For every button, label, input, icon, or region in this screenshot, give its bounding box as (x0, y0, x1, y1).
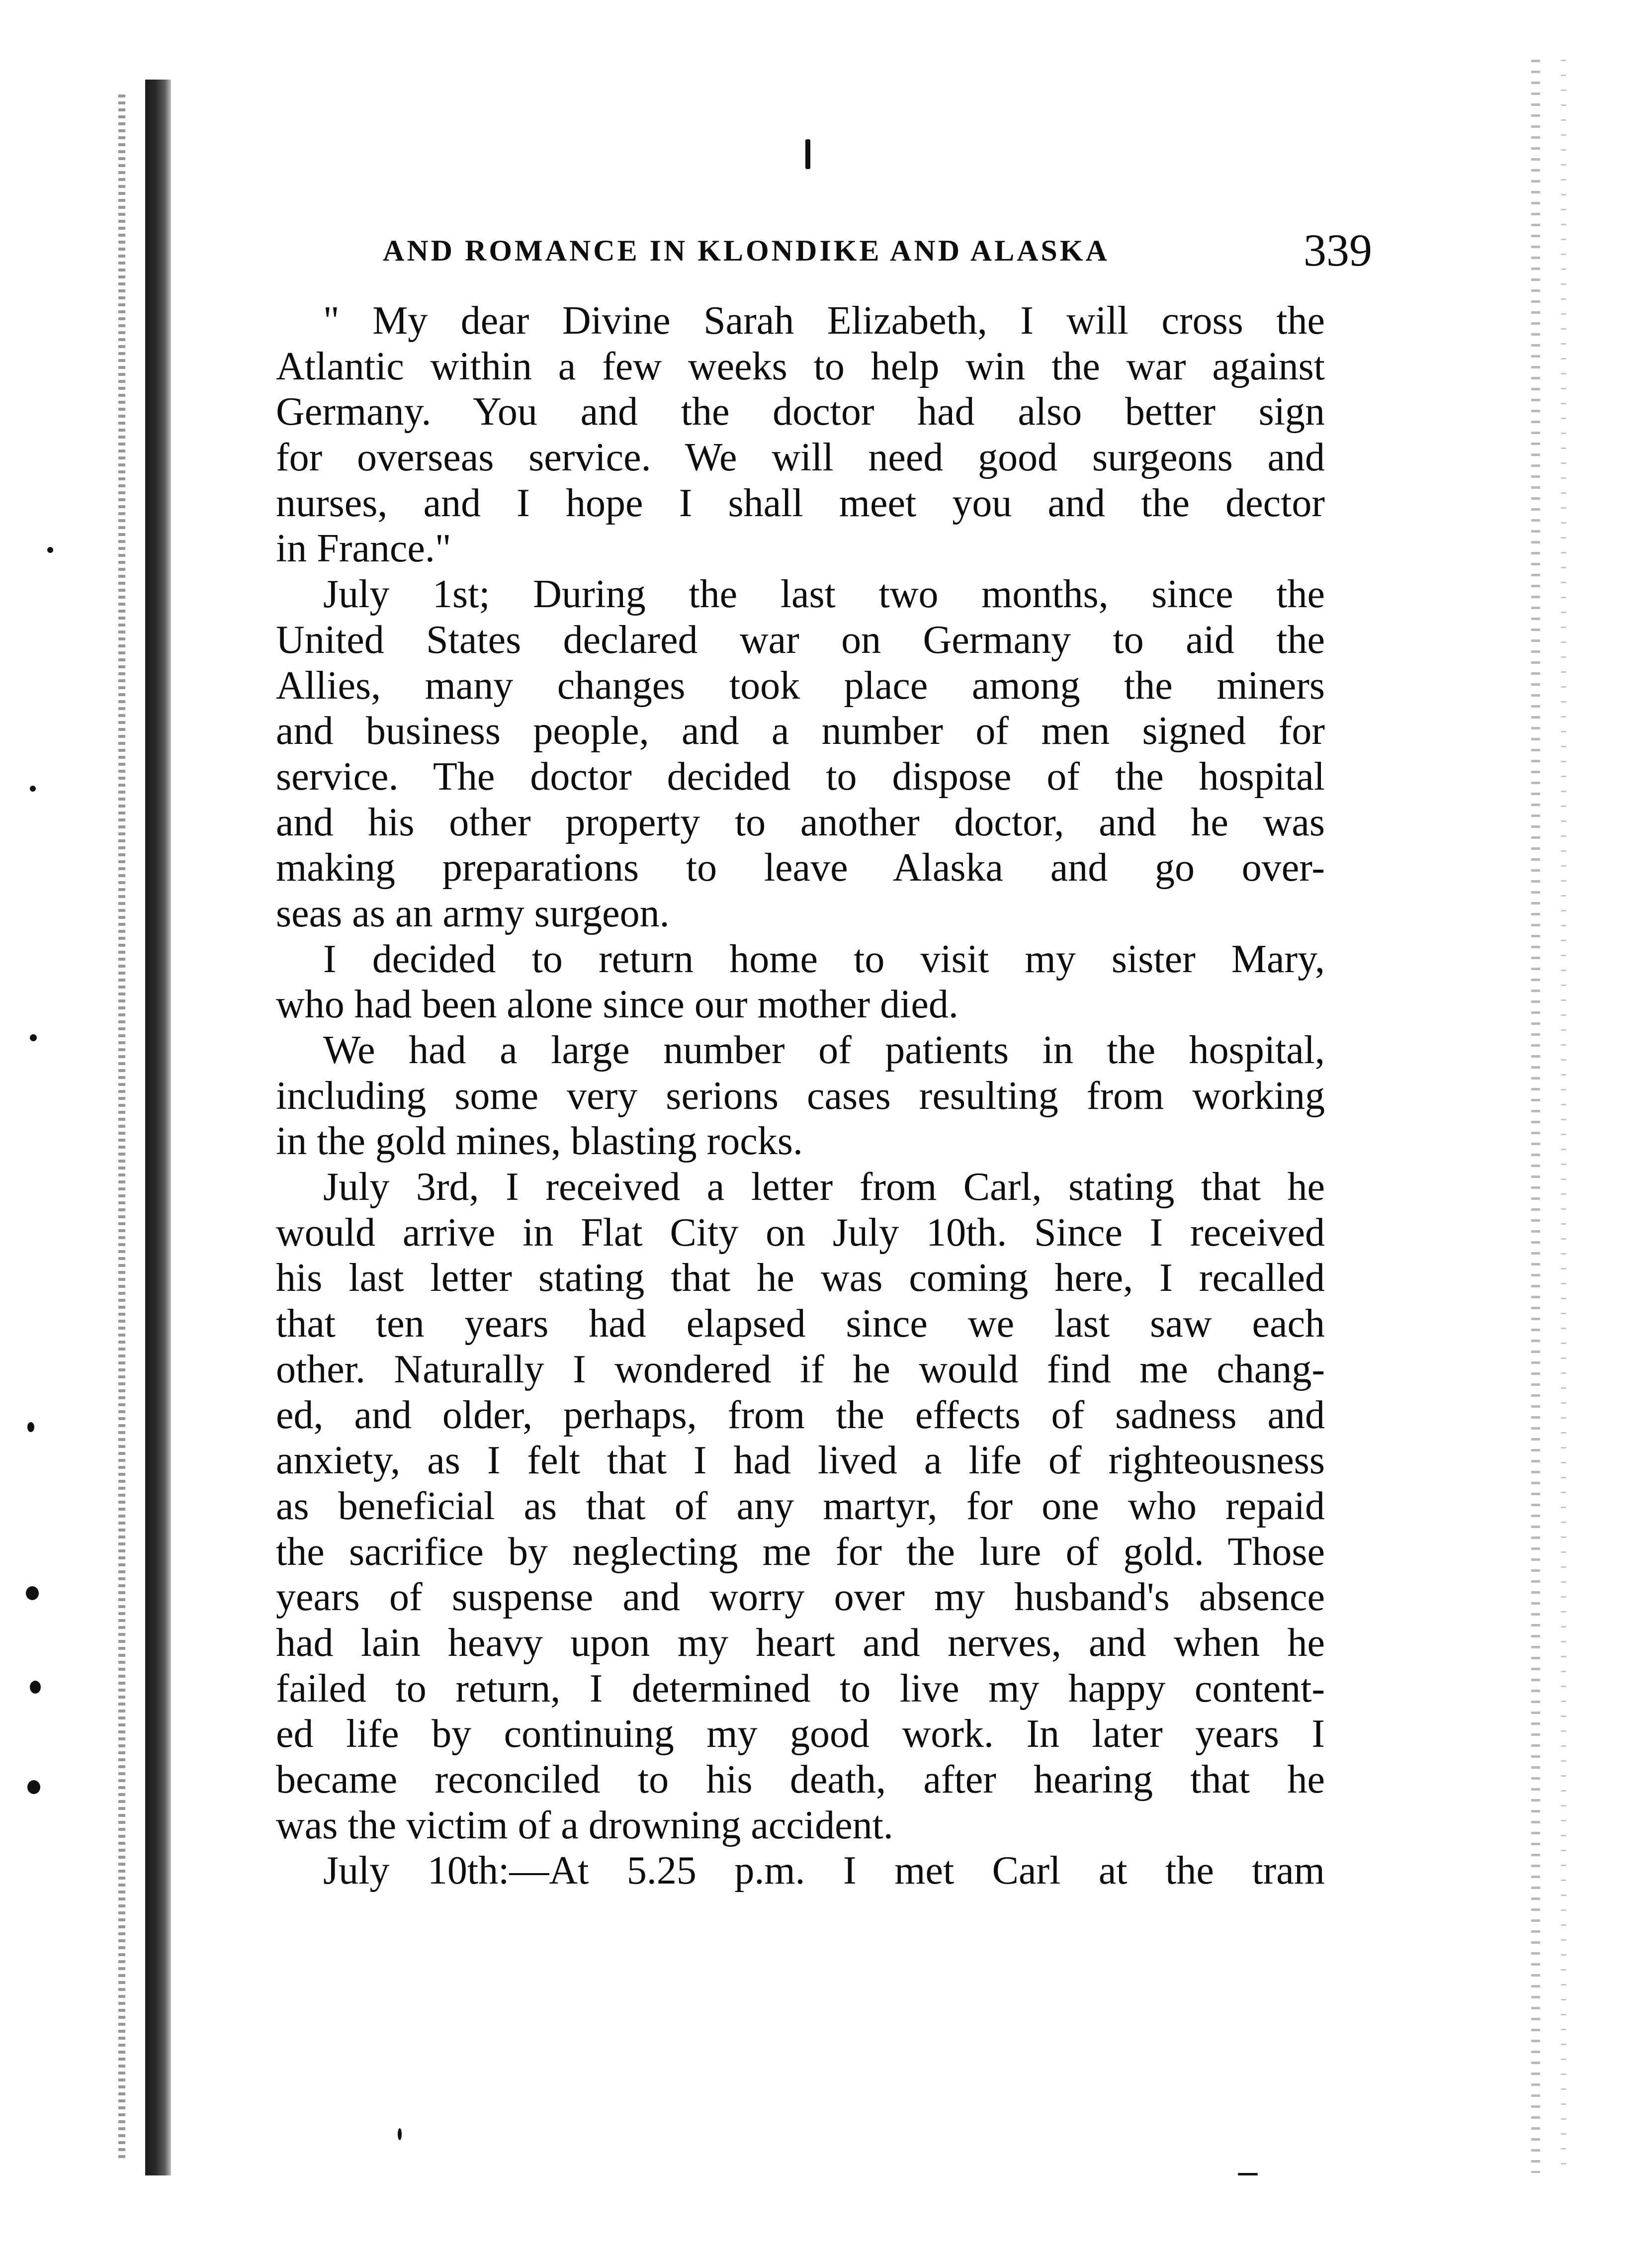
text-line: including some very serions cases resulting from working (276, 1074, 1325, 1118)
text-line: the sacrifice by neglecting me for the lure of gold. Those (276, 1530, 1325, 1574)
scan-speck (30, 786, 36, 792)
scan-speck (26, 1586, 39, 1600)
scan-speck (398, 2128, 402, 2140)
page-header (383, 224, 1372, 278)
text-line: July 3rd, I received a letter from Carl, stating that he (323, 1165, 1325, 1209)
text-line: seas as an army surgeon. (276, 891, 670, 935)
book-binding-shadow (145, 80, 171, 2175)
text-line: I decided to return home to visit my sister Mary, (323, 937, 1325, 981)
text-line: ed, and older, perhaps, from the effects of sadness and (276, 1393, 1325, 1437)
scan-speck (805, 139, 810, 169)
binding-edge-artifact (118, 94, 125, 2158)
text-line: service. The doctor decided to dispose of the hospital (276, 754, 1325, 799)
scan-speck (30, 1681, 41, 1694)
scan-speck (30, 1034, 37, 1041)
text-line: nurses, and I hope I shall meet you and the dector (276, 481, 1325, 525)
text-line: Allies, many changes took place among the miners (276, 663, 1325, 708)
running-title: AND ROMANCE IN KLONDIKE AND ALASKA (383, 234, 1110, 267)
text-line: We had a large number of patients in the hospital, (323, 1028, 1325, 1072)
scan-speck (47, 547, 53, 553)
text-line: anxiety, as I felt that I had lived a life of righteousness (276, 1439, 1325, 1483)
text-line: and business people, and a number of men signed for (276, 709, 1325, 753)
text-line: " My dear Divine Sarah Elizabeth, I will cross the (323, 299, 1325, 343)
text-line: became reconciled to his death, after hearing that he (276, 1758, 1325, 1802)
text-line: other. Naturally I wondered if he would find me chang- (276, 1347, 1325, 1391)
text-line: ed life by continuing my good work. In later years I (276, 1712, 1325, 1756)
text-line: making preparations to leave Alaska and go over- (276, 846, 1325, 890)
text-line: would arrive in Flat City on July 10th. Since I received (276, 1210, 1325, 1255)
text-line: July 10th:—At 5.25 p.m. I met Carl at the tram (323, 1849, 1325, 1893)
scan-speck (1238, 2173, 1258, 2175)
text-line: his last letter stating that he was coming here, I recalled (276, 1256, 1325, 1300)
text-line: years of suspense and worry over my husband's absence (276, 1575, 1325, 1620)
text-line: United States declared war on Germany to aid the (276, 618, 1325, 662)
text-line: Germany. You and the doctor had also better sign (276, 390, 1325, 434)
text-line: who had been alone since our mother died. (276, 983, 958, 1027)
page-number: 339 (1304, 225, 1372, 275)
text-line: in France." (276, 527, 451, 571)
body-text (276, 298, 1325, 1894)
scan-edge-artifact (1531, 60, 1540, 2173)
scan-edge-artifact (1561, 60, 1566, 2173)
text-line: in the gold mines, blasting rocks. (276, 1119, 803, 1164)
text-line: had lain heavy upon my heart and nerves, and when he (276, 1621, 1325, 1665)
text-line: Atlantic within a few weeks to help win the war against (276, 344, 1325, 388)
text-line: as beneficial as that of any martyr, for one who repaid (276, 1484, 1325, 1528)
text-line: that ten years had elapsed since we last saw each (276, 1302, 1325, 1346)
text-line: was the victim of a drowning accident. (276, 1803, 893, 1847)
text-line: failed to return, I determined to live my happy content- (276, 1666, 1325, 1711)
text-line: and his other property to another doctor, and he was (276, 800, 1325, 844)
scan-speck (27, 1780, 40, 1794)
text-line: for overseas service. We will need good surgeons and (276, 436, 1325, 480)
scan-speck (27, 1422, 34, 1432)
text-line: July 1st; During the last two months, since the (323, 572, 1325, 617)
